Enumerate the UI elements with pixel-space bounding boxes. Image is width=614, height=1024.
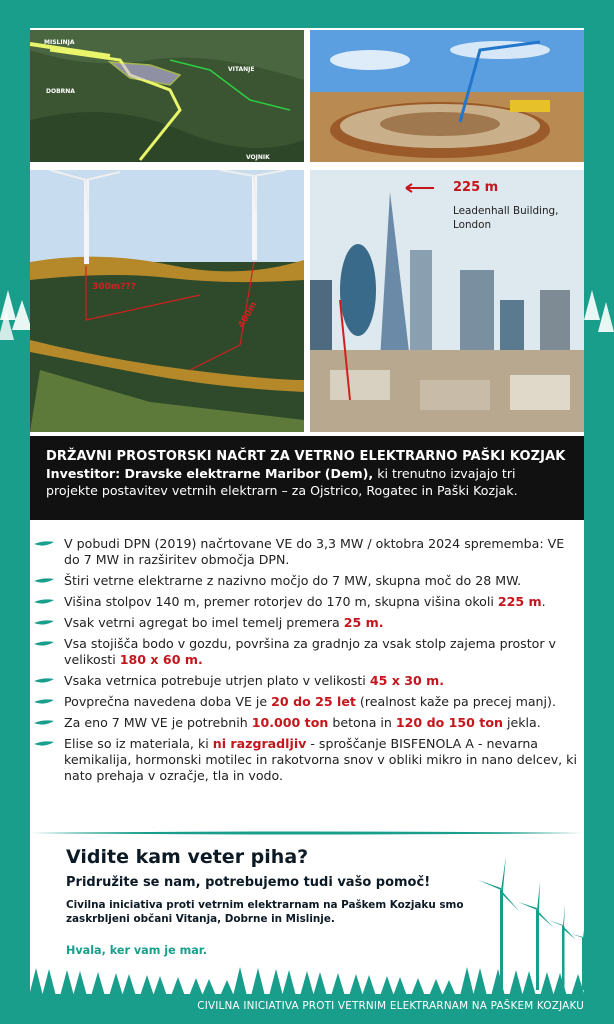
leaf-bullet-icon bbox=[34, 740, 54, 748]
title-box bbox=[30, 436, 584, 520]
fact-text: Elise so iz materiala, ki bbox=[64, 736, 213, 751]
fact-item bbox=[34, 736, 582, 784]
call-headline: Vidite kam veter piha? bbox=[66, 846, 309, 868]
map-photo bbox=[30, 30, 304, 162]
facts-list bbox=[34, 536, 582, 789]
fact-text: Vsak vetrni agregat bo imel temelj premera bbox=[64, 615, 344, 630]
leaf-bullet-icon bbox=[34, 677, 54, 685]
fact-text: . bbox=[541, 594, 546, 609]
fact-item bbox=[34, 594, 582, 610]
leaf-bullet-icon bbox=[34, 719, 54, 727]
investor-text bbox=[46, 465, 570, 499]
fact-item bbox=[34, 615, 582, 631]
top-forest-decoration bbox=[0, 0, 614, 30]
leaf-bullet-icon bbox=[34, 598, 54, 606]
fact-text: Višina stolpov 140 m, premer rotorjev do 170 m, skupna višina okoli bbox=[64, 594, 498, 609]
fact-text: Štiri vetrne elektrarne z nazivno močjo do 7 MW, skupna moč do 28 MW. bbox=[64, 573, 522, 588]
fact-item bbox=[34, 715, 582, 731]
map-terrain-graphic bbox=[30, 30, 304, 162]
fact-item bbox=[34, 673, 582, 689]
map-label-dobrna: DOBRNA bbox=[46, 88, 75, 95]
fact-highlight: 45 x 30 m. bbox=[369, 673, 445, 688]
document-title: DRŽAVNI PROSTORSKI NAČRT ZA VETRNO ELEKTRARNO PAŠKI KOZJAK bbox=[46, 449, 566, 464]
investor-label: Investitor: Dravske elektrarne Maribor (Dem), bbox=[46, 466, 374, 481]
foundation-photo bbox=[310, 30, 584, 162]
map-label-vojnik: VOJNIK bbox=[246, 154, 270, 161]
leaf-bullet-icon bbox=[34, 640, 54, 648]
leadenhall-label-line1: Leadenhall Building, bbox=[453, 205, 559, 217]
fact-text: Vsaka vetrnica potrebuje utrjen plato v velikosti bbox=[64, 673, 370, 688]
london-skyline-photo bbox=[310, 170, 584, 432]
bottom-forest-decoration bbox=[0, 960, 614, 1024]
map-label-mislinja: MISLINJA bbox=[44, 39, 75, 46]
fact-text: betona in bbox=[328, 715, 396, 730]
fact-highlight: 225 m bbox=[497, 594, 542, 609]
fact-highlight: 120 do 150 ton bbox=[395, 715, 503, 730]
fact-item bbox=[34, 636, 582, 668]
foundation-graphic bbox=[310, 30, 584, 162]
height-label-225m: 225 m bbox=[453, 180, 499, 195]
fact-highlight: 180 x 60 m. bbox=[119, 652, 203, 667]
fact-text: (realnost kaže pa precej manj). bbox=[355, 694, 556, 709]
depth-label-400m: 400m bbox=[236, 300, 260, 330]
fact-text: Povprečna navedena doba VE je bbox=[64, 694, 272, 709]
turbine-depth-graphic bbox=[30, 170, 304, 432]
fact-item bbox=[34, 573, 582, 589]
divider-line bbox=[30, 830, 584, 836]
fact-highlight: 25 m. bbox=[343, 615, 384, 630]
fact-text: V pobudi DPN (2019) načrtovane VE do 3,3 MW / oktobra 2024 sprememba: VE do 7 MW in razširitev območja DPN. bbox=[64, 536, 565, 567]
fact-text: - sproščanje BISFENOLA A - nevarna kemikalija, hormonski motilec in rakotvorna snov v obliki mikro in nano delcev, ki nato prehaja v ozračje, tla in vodo. bbox=[64, 736, 577, 783]
turbine-depth-photo bbox=[30, 170, 304, 432]
right-pine-decoration bbox=[580, 290, 614, 350]
leaf-bullet-icon bbox=[34, 619, 54, 627]
fact-item bbox=[34, 536, 582, 568]
footer-text: CIVILNA INICIATIVA PROTI VETRNIM ELEKTRARNAM NA PAŠKEM KOZJAKU bbox=[197, 1000, 584, 1012]
fact-highlight: ni razgradljiv bbox=[212, 736, 307, 751]
fact-highlight: 20 do 25 let bbox=[271, 694, 356, 709]
map-label-vitanje: VITANJE bbox=[228, 66, 255, 73]
fact-text: Vsa stojišča bodo v gozdu, površina za gradnjo za vsak stolp zajema prostor v velikosti bbox=[64, 636, 557, 667]
fact-text: Za eno 7 MW VE je potrebnih bbox=[64, 715, 252, 730]
depth-label-300m: 300m??? bbox=[92, 282, 136, 292]
leaf-bullet-icon bbox=[34, 577, 54, 585]
fact-highlight: 10.000 ton bbox=[251, 715, 329, 730]
leaf-bullet-icon bbox=[34, 540, 54, 548]
leaf-bullet-icon bbox=[34, 698, 54, 706]
call-subhead: Pridružite se nam, potrebujemo tudi vašo pomoč! bbox=[66, 875, 431, 890]
fact-text: jekla. bbox=[502, 715, 541, 730]
leadenhall-label-line2: London bbox=[453, 219, 492, 231]
fact-item bbox=[34, 694, 582, 710]
civil-initiative-text: Civilna iniciativa proti vetrnim elektrarnam na Paškem Kozjaku smo zaskrbljeni občani Vitanja, Dobrne in Mislinje. bbox=[66, 899, 464, 925]
thanks-text: Hvala, ker vam je mar. bbox=[66, 944, 207, 957]
investor-rest: ki trenutno izvajajo tri projekte postavitev vetrnih elektrarn – za Ojstrico, Rogatec in Paški Kozjak. bbox=[46, 466, 518, 498]
